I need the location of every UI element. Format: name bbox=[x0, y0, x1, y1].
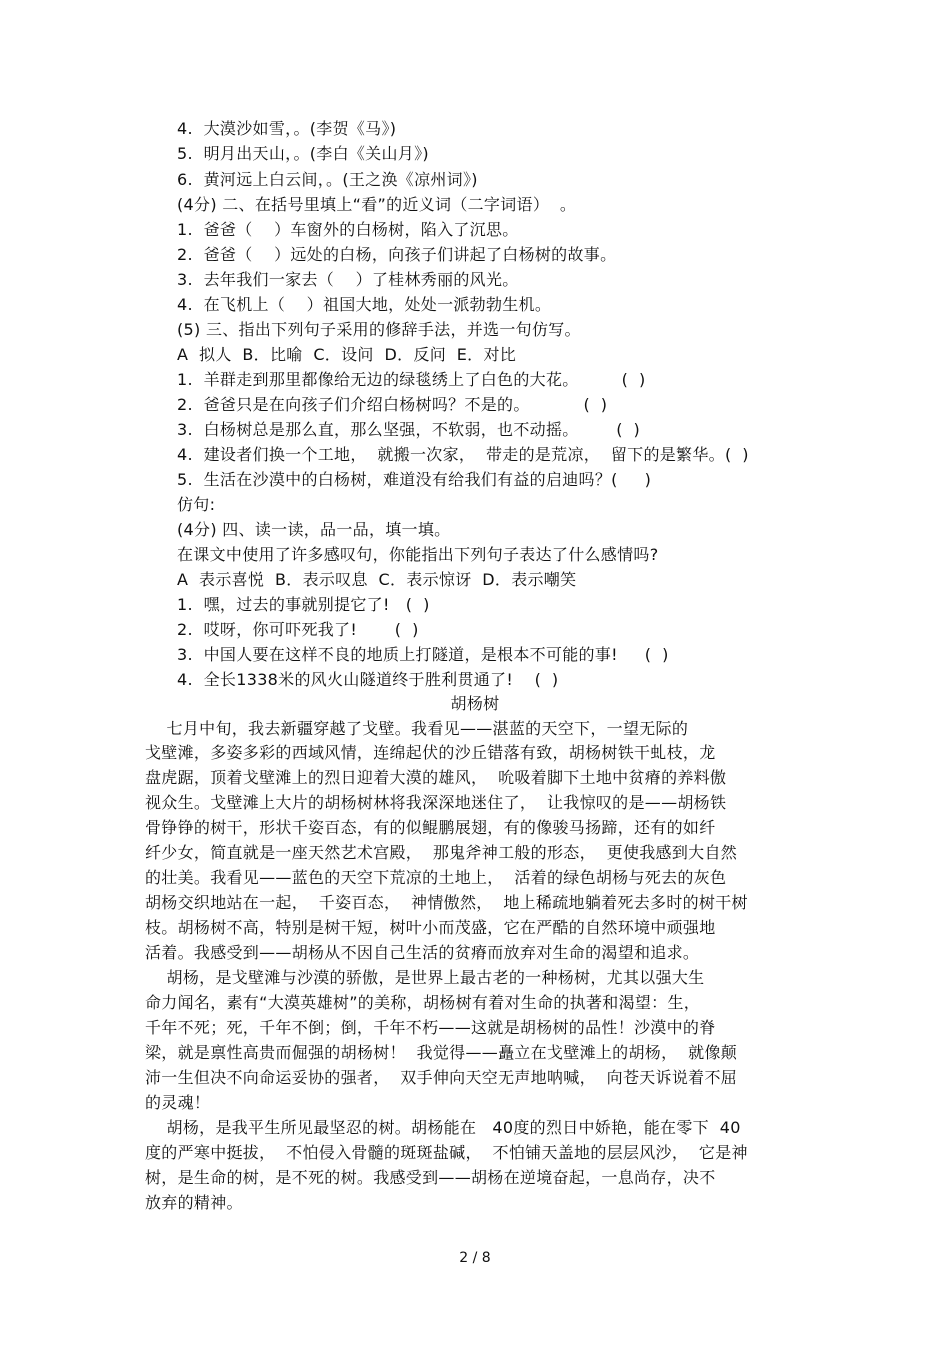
section4-item: 2. 哎呀，你可吓死我了! ( ) bbox=[177, 620, 419, 639]
section2-item: 4. 在飞机上（ ）祖国大地，处处一派勃勃生机。 bbox=[177, 295, 552, 314]
article-line: 活着。我感受到——胡杨从不因自己生活的贫瘠而放弃对生命的渴望和追求。 bbox=[145, 943, 700, 962]
article-line: 的壮美。我看见——蓝色的天空下荒凉的土地上， 活着的绿色胡杨与死去的灰色 bbox=[145, 868, 727, 887]
section4-options: A 表示喜悦 B．表示叹息 C．表示惊讶 D．表示嘲笑 bbox=[177, 570, 577, 589]
article-line: 胡杨，是戈壁滩与沙漠的骄傲，是世界上最古老的一种杨树，尤其以强大生 bbox=[145, 968, 705, 987]
article-line: 千年不死；死，千年不倒；倒，千年不朽——这就是胡杨树的品性！沙漠中的脊 bbox=[145, 1018, 716, 1037]
section2-heading: (4分) 二、在括号里填上“看”的近义词（二字词语） 。 bbox=[177, 195, 577, 214]
imitate-label: 仿句: bbox=[177, 495, 216, 514]
section3-item: 2. 爸爸只是在向孩子们介绍白杨树吗？不是的。 ( ) bbox=[177, 395, 608, 414]
article-line: 七月中旬，我去新疆穿越了戈壁。我看见——湛蓝的天空下，一望无际的 bbox=[145, 719, 689, 738]
article-line: 的灵魂！ bbox=[145, 1093, 211, 1112]
section4-question: 在课文中使用了许多感叹句，你能指出下列句子表达了什么感情吗? bbox=[177, 545, 659, 564]
article-line: 度的严寒中挺拔， 不怕侵入骨髓的斑斑盐碱， 不怕铺天盖地的层层风沙， 它是神 bbox=[145, 1143, 748, 1162]
article-line: 梁，就是禀性高贵而倔强的胡杨树！ 我觉得——矗立在戈壁滩上的胡杨， 就像颠 bbox=[145, 1043, 738, 1062]
article-line: 命力闻名，素有“大漠英雄树”的美称，胡杨树有着对生命的执著和渴望：生， bbox=[145, 993, 701, 1012]
article-line: 视众生。戈壁滩上大片的胡杨树林将我深深地迷住了， 让我惊叹的是——胡杨铁 bbox=[145, 793, 727, 812]
section4-item: 4. 全长1338米的风火山隧道终于胜利贯通了! ( ) bbox=[177, 670, 559, 689]
section2-item: 3. 去年我们一家去（ ）了桂林秀丽的风光。 bbox=[177, 270, 519, 289]
article-line: 树，是生命的树，是不死的树。我感受到——胡杨在逆境奋起，一息尚存，决不 bbox=[145, 1168, 716, 1187]
article-line: 骨铮铮的树干，形状千姿百态，有的似鲲鹏展翅，有的像骏马扬蹄，还有的如纤 bbox=[145, 818, 716, 837]
section3-item: 3. 白杨树总是那么直，那么坚强，不软弱，也不动摇。 ( ) bbox=[177, 420, 641, 439]
article-line: 盘虎踞，顶着戈壁滩上的烈日迎着大漠的雄风， 吮吸着脚下土地中贫瘠的养料傲 bbox=[145, 768, 727, 787]
section3-item: 1. 羊群走到那里都像给无边的绿毯绣上了白色的大花。 ( ) bbox=[177, 370, 646, 389]
section4-heading: (4分) 四、读一读，品一品，填一填。 bbox=[177, 520, 451, 539]
article-title: 胡杨树 bbox=[450, 694, 500, 713]
article-line: 放弃的精神。 bbox=[145, 1193, 243, 1212]
poem-line: 6. 黄河远上白云间，。(王之涣《凉州词》) bbox=[177, 170, 478, 189]
section3-options: A 拟人 B．比喻 C．设问 D．反问 E．对比 bbox=[177, 345, 517, 364]
section2-item: 1. 爸爸（ ）车窗外的白杨树，陷入了沉思。 bbox=[177, 220, 519, 239]
poem-line: 5. 明月出天山，。(李白《关山月》) bbox=[177, 144, 429, 163]
article-line: 胡杨，是我平生所见最坚忍的树。胡杨能在 40度的烈日中娇艳，能在零下 40 bbox=[145, 1118, 741, 1137]
article-line: 沛一生但决不向命运妥协的强者， 双手伸向天空无声地呐喊， 向苍天诉说着不屈 bbox=[145, 1068, 738, 1087]
page-number: 2 / 8 bbox=[459, 1250, 491, 1266]
article-line: 戈壁滩，多姿多彩的西域风情，连绵起伏的沙丘错落有致，胡杨树铁干虬枝，龙 bbox=[145, 743, 716, 762]
article-line: 枝。胡杨树不高，特别是树干短，树叶小而茂盛，它在严酷的自然环境中顽强地 bbox=[145, 918, 716, 937]
section4-item: 1. 嘿，过去的事就别提它了! ( ) bbox=[177, 595, 430, 614]
section2-item: 2. 爸爸（ ）远处的白杨，向孩子们讲起了白杨树的故事。 bbox=[177, 245, 617, 264]
section4-item: 3. 中国人要在这样不良的地质上打隧道，是根本不可能的事! ( ) bbox=[177, 645, 669, 664]
section3-item: 5. 生活在沙漠中的白杨树，难道没有给我们有益的启迪吗？( ) bbox=[177, 470, 652, 489]
article-line: 胡杨交织地站在一起， 千姿百态， 神情傲然， 地上稀疏地躺着死去多时的树干树 bbox=[145, 893, 748, 912]
section3-item: 4. 建设者们换一个工地， 就搬一次家， 带走的是荒凉， 留下的是繁华。( ) bbox=[177, 445, 749, 464]
poem-line: 4. 大漠沙如雪，。(李贺《马》) bbox=[177, 119, 397, 138]
article-line: 纤少女，简直就是一座天然艺术宫殿， 那鬼斧神工般的形态， 更使我感到大自然 bbox=[145, 843, 738, 862]
section3-heading: (5) 三、指出下列句子采用的修辞手法，并选一句仿写。 bbox=[177, 320, 581, 339]
